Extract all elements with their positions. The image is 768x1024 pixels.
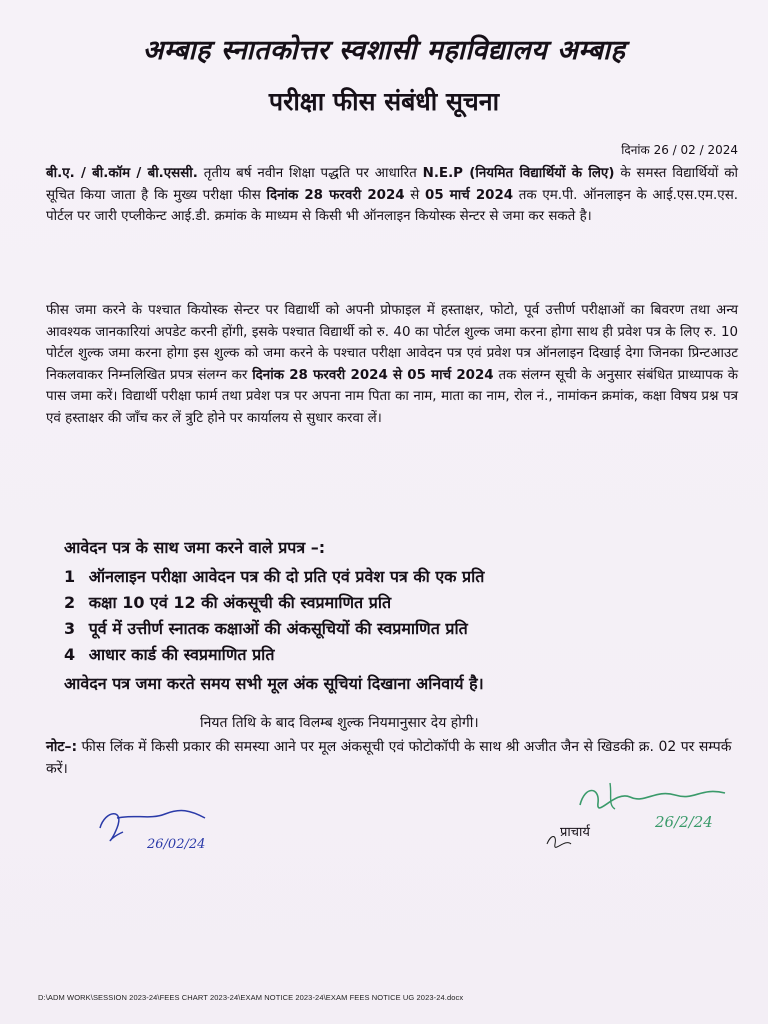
document-number: 1 (64, 567, 76, 586)
document-text: ऑनलाइन परीक्षा आवेदन पत्र की दो प्रति एवं प्रवेश पत्र की एक प्रति (88, 567, 485, 586)
file-path-footer: D:\ADM WORK\SESSION 2023-24\FEES CHART 2023-24\EXAM NOTICE 2023-24\EXAM FEES NOTICE UG 2023-24.docx (38, 993, 464, 1002)
signature-scribble (117, 811, 205, 818)
para1-segment: दिनांक 28 फरवरी 2024 (266, 187, 405, 203)
document-item (64, 642, 744, 668)
signature-scribble (580, 791, 725, 808)
note-label: नोट–: (46, 739, 78, 755)
documents-heading: आवेदन पत्र के साथ जमा करने वाले प्रपत्र –: (64, 538, 326, 557)
left-signature-stamp (95, 800, 245, 860)
para1-segment: 05 मार्च 2024 (425, 187, 514, 203)
mandatory-original-marksheets: आवेदन पत्र जमा करते समय सभी मूल अंक सूचियां दिखाना अनिवार्य है। (64, 674, 484, 693)
right-signature-date: 26/2/24 (655, 813, 713, 831)
document-item (64, 616, 744, 642)
document-text: कक्षा 10 एवं 12 की अंकसूची की स्वप्रमाणित प्रति (88, 593, 392, 612)
para2-segment: तक संलग्न सूची के अनुसार संबंधित प्राध्यापक के पास जमा करें। विद्यार्थी परीक्षा फार्म तथा प्रवेश पत्र पर अपना नाम पिता का नाम, माता का नाम, रोल नं., नामांकन क्रमांक, कक्षा विषय प्रश्न पत्र एवं हस्ताक्षर की जाँच कर लें त्रुटि होने पर कार्यालय से सुधार करवा लें। (46, 367, 738, 426)
document-number: 4 (64, 645, 76, 664)
para1-segment: के समस्त विद्यार्थियों को सूचित किया जाता है कि मुख्य परीक्षा फीस (46, 166, 738, 203)
document-number: 2 (64, 593, 76, 612)
document-number: 3 (64, 619, 76, 638)
late-fee-note: नियत तिथि के बाद विलम्ब शुल्क नियमानुसार देय होगी। (200, 715, 479, 731)
document-text: पूर्व में उत्तीर्ण स्नातक कक्षाओं की अंकसूचियों की स्वप्रमाणित प्रति (88, 619, 468, 638)
notice-date: दिनांक 26 / 02 / 2024 (621, 143, 738, 157)
para1-segment: तक एम.पी. ऑनलाइन के आई.एस.एम.एस. पोर्टल पर जारी एप्लीकेन्ट आई.डी. क्रमांक के माध्यम से किसी भी ऑनलाइन कियोस्क सेन्टर से जमा कर सकते है। (46, 187, 738, 224)
left-signature-date: 26/02/24 (147, 837, 206, 852)
required-documents (64, 536, 744, 694)
college-name: अम्बाह स्नातकोत्तर स्वशासी महाविद्यालय अम्बाह (142, 35, 626, 66)
paragraph-fee-deposit (46, 163, 738, 228)
para2-segment: फीस जमा करने के पश्चात कियोस्क सेन्टर पर विद्यार्थी को अपनी प्रोफाइल में हस्ताक्षर, फोटो, पूर्व उत्तीर्ण परीक्षाओं का बिवरण तथा अन्य आवश्यक जानकारियां अपडेट करनी होंगी, इसके पश्चात विद्यार्थी को रु. 40 का पोर्टल शुल्क जमा करना होगा साथ ही प्रवेश पत्र के लिए रु. 10 पोर्टल शुल्क जमा करना होगा इस शुल्क को जमा करने के पश्चात परीक्षा आवेदन पत्र एवं प्रवेश पत्र ऑनलाइन दिखाई देगा जिनका प्रिन्टआउट निकलवाकर निम्नलिखित प्रपत्र संलग्न कर (46, 303, 738, 383)
paragraph-kiosk-instructions (46, 300, 738, 429)
document-text: आधार कार्ड की स्वप्रमाणित प्रति (88, 645, 275, 664)
principal-label: प्राचार्य (560, 825, 590, 840)
para1-segment: से (404, 187, 426, 203)
para1-segment: तृतीय बर्ष नवीन शिक्षा पद्धति पर आधारित (197, 166, 423, 181)
document-item (64, 564, 744, 590)
para1-segment: N.E.P (नियमित विद्यार्थियों के लिए) (422, 166, 615, 181)
signature-scribble (610, 783, 615, 809)
document-item (64, 590, 744, 616)
notice-title: परीक्षा फीस संबंधी सूचना (268, 87, 500, 116)
para1-segment: बी.ए. / बी.कॉम / बी.एससी. (46, 166, 198, 181)
para2-segment: दिनांक 28 फरवरी 2024 से 05 मार्च 2024 (252, 367, 494, 383)
contact-note (46, 736, 746, 780)
note-text: फीस लिंक में किसी प्रकार की समस्या आने पर मूल अंकसूची एवं फोटोकॉपी के साथ श्री अजीत जैन से खिडकी क्र. 02 पर सम्पर्क करें। (46, 739, 732, 777)
